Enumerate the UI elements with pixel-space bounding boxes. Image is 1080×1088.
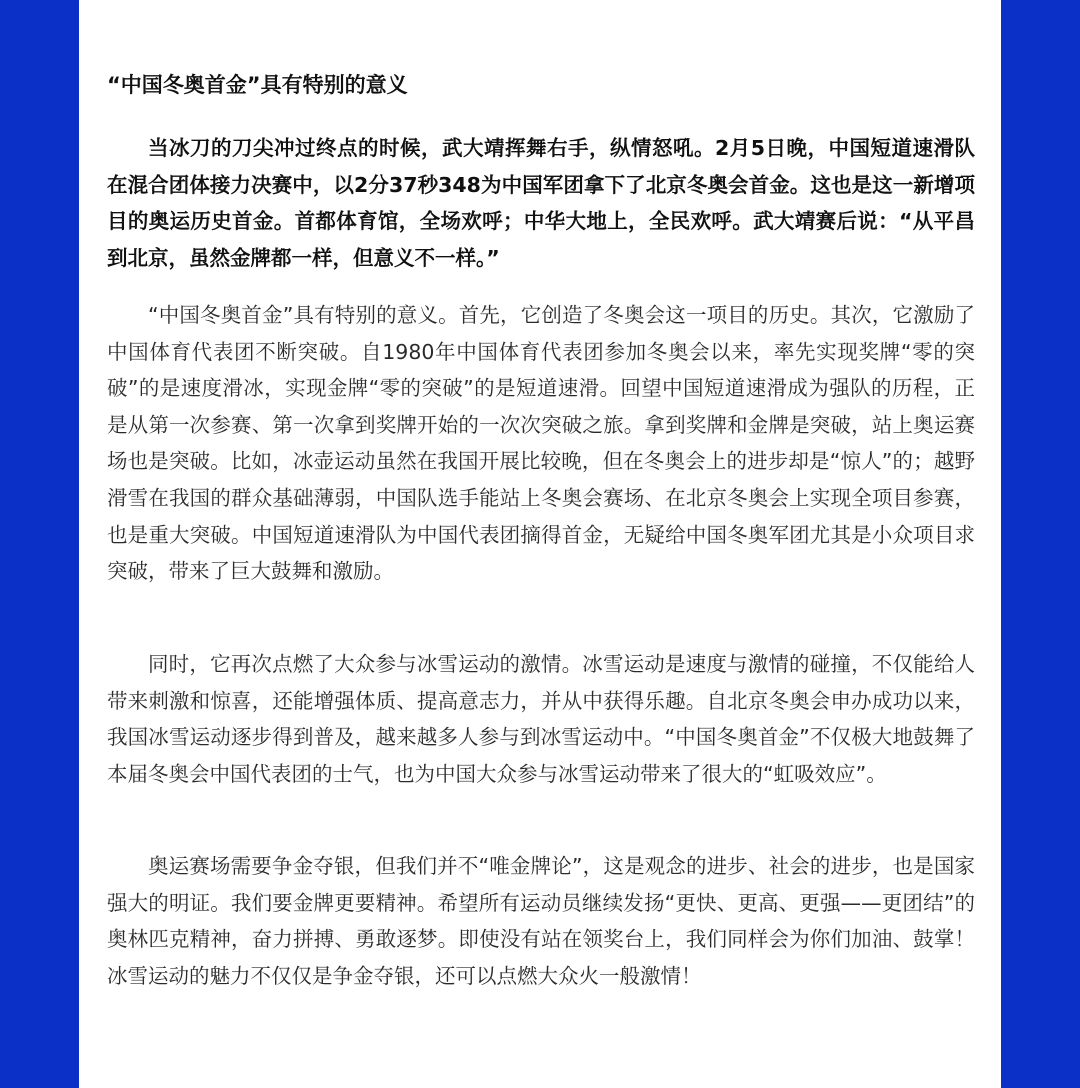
right-blue-border <box>1001 0 1080 1088</box>
left-blue-border <box>0 0 79 1088</box>
article-paragraph: “中国冬奥首金”具有特别的意义。首先，它创造了冬奥会这一项目的历史。其次，它激励了中国体育代表团不断突破。自1980年中国体育代表团参加冬奥会以来，率先实现奖牌“零的突破”的是速度滑冰，实现金牌“零的突破”的是短道速滑。回望中国短道速滑成为强队的历程，正是从第一次参赛、第一次拿到奖牌开始的一次次突破之旅。拿到奖牌和金牌是突破，站上奥运赛场也是突破。比如，冰壶运动虽然在我国开展比较晚，但在冬奥会上的进步却是“惊人”的；越野滑雪在我国的群众基础薄弱，中国队选手能站上冬奥会赛场、在北京冬奥会上实现全项目参赛，也是重大突破。中国短道速滑队为中国代表团摘得首金，无疑给中国冬奥军团尤其是小众项目求突破，带来了巨大鼓舞和激励。 <box>107 303 975 584</box>
article-paragraph: 奥运赛场需要争金夺银，但我们并不“唯金牌论”，这是观念的进步、社会的进步，也是国家强大的明证。我们要金牌更要精神。希望所有运动员继续发扬“更快、更高、更强——更团结”的奥林匹克精神，奋力拼搏、勇敢逐梦。即使没有站在领奖台上，我们同样会为你们加油、鼓掌！冰雪运动的魅力不仅仅是争金夺银，还可以点燃大众火一般激情！ <box>107 854 975 988</box>
article-paragraph: 同时，它再次点燃了大众参与冰雪运动的激情。冰雪运动是速度与激情的碰撞，不仅能给人带来刺激和惊喜，还能增强体质、提高意志力，并从中获得乐趣。自北京冬奥会申办成功以来，我国冰雪运动逐步得到普及，越来越多人参与到冰雪运动中。“中国冬奥首金”不仅极大地鼓舞了本届冬奥会中国代表团的士气，也为中国大众参与冰雪运动带来了很大的“虹吸效应”。 <box>107 652 975 786</box>
article-title: “中国冬奥首金”具有特别的意义 <box>107 73 408 97</box>
article-paragraph-lead: 当冰刀的刀尖冲过终点的时候，武大靖挥舞右手，纵情怒吼。2月5日晚，中国短道速滑队在混合团体接力决赛中，以2分37秒348为中国军团拿下了北京冬奥会首金。这也是这一新增项目的奥运历史首金。首都体育馆，全场欢呼；中华大地上，全民欢呼。武大靖赛后说：“从平昌到北京，虽然金牌都一样，但意义不一样。” <box>107 136 975 270</box>
article-page <box>79 0 1001 1088</box>
